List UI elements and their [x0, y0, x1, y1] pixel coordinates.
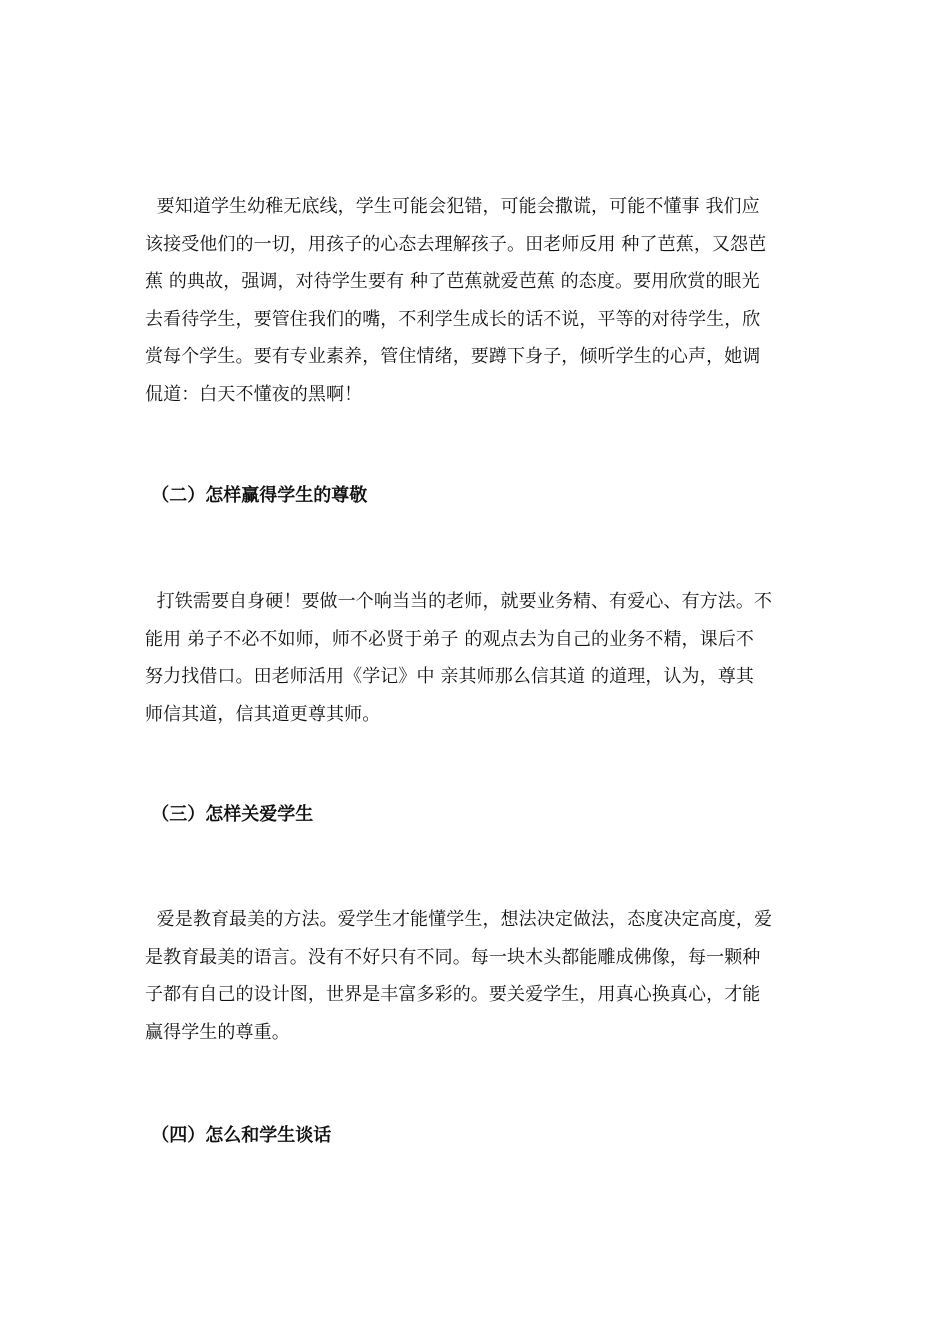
paragraph-care-students [145, 901, 810, 1051]
section-heading-4: （四）怎么和学生谈话 [145, 1125, 332, 1146]
text-line: 蕉 的典故，强调，对待学生要有 种了芭蕉就爱芭蕉 的态度。要用欣赏的眼光 [145, 271, 760, 293]
text-line: 侃道：白天不懂夜的黑啊！ [145, 383, 363, 405]
section-heading-2: （二）怎样赢得学生的尊敬 [145, 485, 368, 506]
text-line: 能用 弟子不必不如师，师不必贤于弟子 的观点去为自己的业务不精，课后不 [145, 628, 754, 650]
text-line: 努力找借口。田老师活用《学记》中 亲其师那么信其道 的道理，认为，尊其 [145, 666, 754, 688]
text-line: 爱是教育最美的方法。爱学生才能懂学生，想法决定做法，态度决定高度，爱 [145, 909, 773, 930]
paragraph-respect-students [145, 188, 810, 414]
paragraph-earn-respect [145, 583, 810, 733]
text-line: 要知道学生幼稚无底线，学生可能会犯错，可能会撒谎，可能不懂事 我们应 [145, 196, 760, 217]
text-line: 子都有自己的设计图，世界是丰富多彩的。要关爱学生，用真心换真心，才能 [145, 984, 761, 1006]
section-heading-3: （三）怎样关爱学生 [145, 804, 314, 825]
text-line: 该接受他们的一切，用孩子的心态去理解孩子。田老师反用 种了芭蕉，又怨芭 [145, 233, 767, 255]
text-line: 赏每个学生。要有专业素养，管住情绪，要蹲下身子，倾听学生的心声，她调 [145, 346, 761, 368]
text-line: 赢得学生的尊重。 [145, 1021, 290, 1043]
text-line: 是教育最美的语言。没有不好只有不同。每一块木头都能雕成佛像，每一颗种 [145, 946, 761, 968]
text-line: 师信其道，信其道更尊其师。 [145, 703, 381, 725]
text-line: 去看待学生，要管住我们的嘴，不利学生成长的话不说，平等的对待学生，欣 [145, 308, 761, 330]
text-line: 打铁需要自身硬！要做一个响当当的老师，就要业务精、有爱心、有方法。不 [145, 591, 773, 612]
